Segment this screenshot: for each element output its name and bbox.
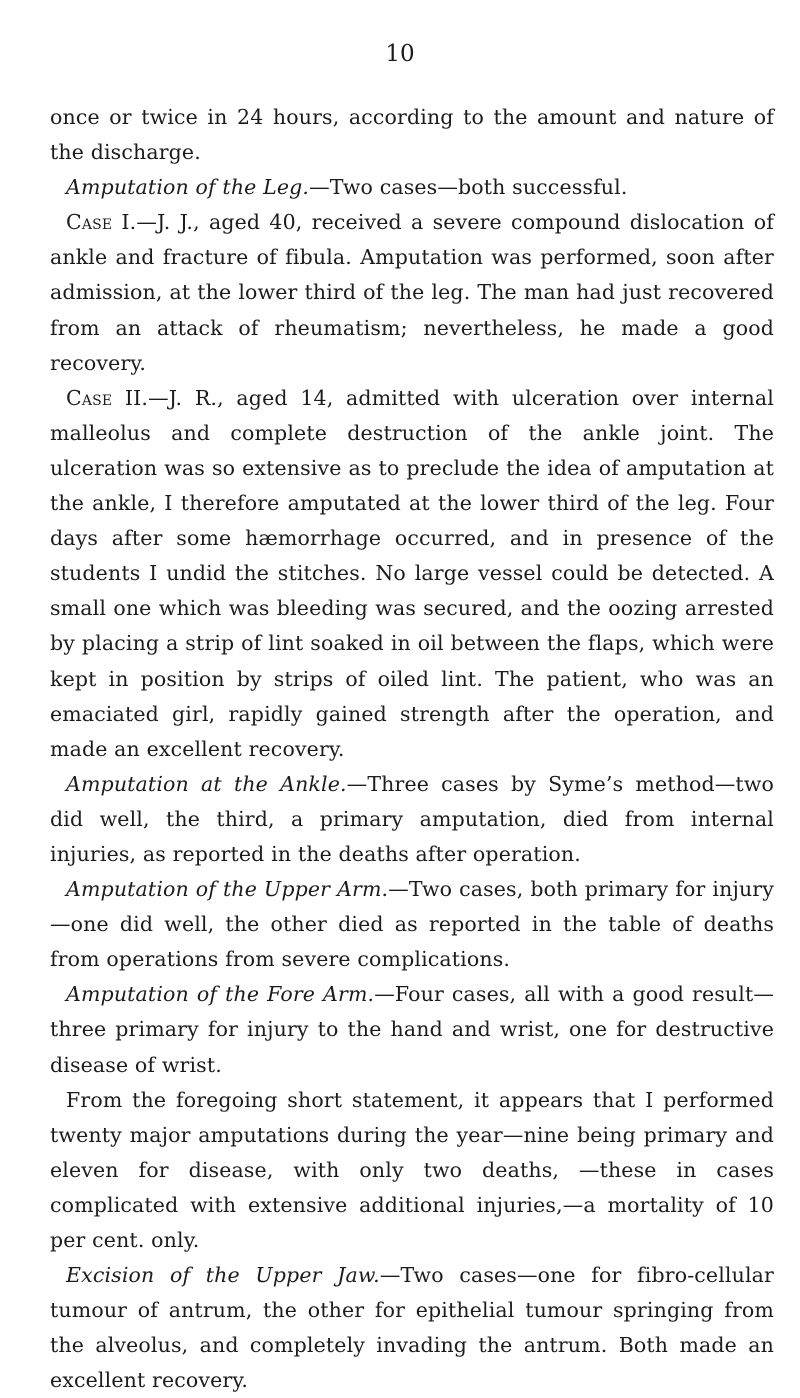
- section-heading: Amputation at the Ankle.: [66, 771, 347, 796]
- case-label: Case II.: [66, 385, 149, 410]
- paragraph-text: once or twice in 24 hours, according to the amount and nature of the discharge.: [50, 105, 774, 165]
- paragraph-text: —Four cases, all with a good result—three primary for injury to the hand and wrist, one for destructive disease of wrist.: [50, 982, 775, 1077]
- paragraph-text: —Two cases, both primary for injury—one did well, the other died as reported in the table of deaths from operations from severe complications.: [50, 877, 774, 972]
- body-text: [50, 100, 774, 1398]
- paragraph-amputation-leg: [50, 170, 774, 205]
- paragraph-text: —Two cases—both successful.: [309, 175, 628, 200]
- section-heading: Amputation of the Upper Arm.: [66, 877, 389, 902]
- paragraph-case-two: [50, 381, 774, 767]
- paragraph-text: From the foregoing short statement, it appears that I performed twenty major amputations during the year—nine being primary and eleven for disease, with only two deaths, —these in cases complicated with extensive additional injuries,—a mortality of 10 per cent. only.: [50, 1087, 774, 1252]
- paragraph-text: —J. J., aged 40, received a severe compound dislocation of ankle and fracture of fibula. Amputation was performed, soon after admission, at the lower third of the leg. The man had just recovered from an attack of rheumatism; nevertheless, he made a good recovery.: [50, 210, 774, 375]
- paragraph-text: —Three cases by Syme’s method—two did well, the third, a primary amputation, died from internal injuries, as reported in the deaths after operation.: [50, 771, 775, 866]
- paragraph-excision-upper-jaw: [50, 1258, 774, 1398]
- paragraph-amputation-fore-arm: [50, 977, 774, 1082]
- paragraph-continuation: [50, 100, 774, 170]
- section-heading: Excision of the Upper Jaw.: [66, 1263, 380, 1288]
- paragraph-text: —Two cases—one for fibro-cellular tumour of antrum, the other for epithelial tumour springing from the alveolus, and completely invading the antrum. Both made an excellent recovery.: [50, 1263, 774, 1393]
- case-label: Case I.: [66, 210, 137, 235]
- paragraph-amputation-upper-arm: [50, 872, 774, 977]
- paragraph-text: —J. R., aged 14, admitted with ulceration over internal malleolus and complete destruction of the ankle joint. The ulceration was so extensive as to preclude the idea of amputation at the ankle, I therefore amputated at the lower third of the leg. Four days after some hæmorrhage occurred, and in presence of the students I undid the stitches. No large vessel could be detected. A small one which was bleeding was secured, and the oozing arrested by placing a strip of lint soaked in oil between the flaps, which were kept in position by strips of oiled lint. The patient, who was an emaciated girl, rapidly gained strength after the operation, and made an excellent recovery.: [50, 385, 774, 761]
- page-number: 10: [385, 41, 415, 67]
- paragraph-case-one: [50, 205, 774, 380]
- paragraph-amputation-ankle: [50, 767, 774, 872]
- section-heading: Amputation of the Leg.: [66, 175, 310, 200]
- section-heading: Amputation of the Fore Arm.: [66, 982, 375, 1007]
- paragraph-summary: [50, 1083, 774, 1258]
